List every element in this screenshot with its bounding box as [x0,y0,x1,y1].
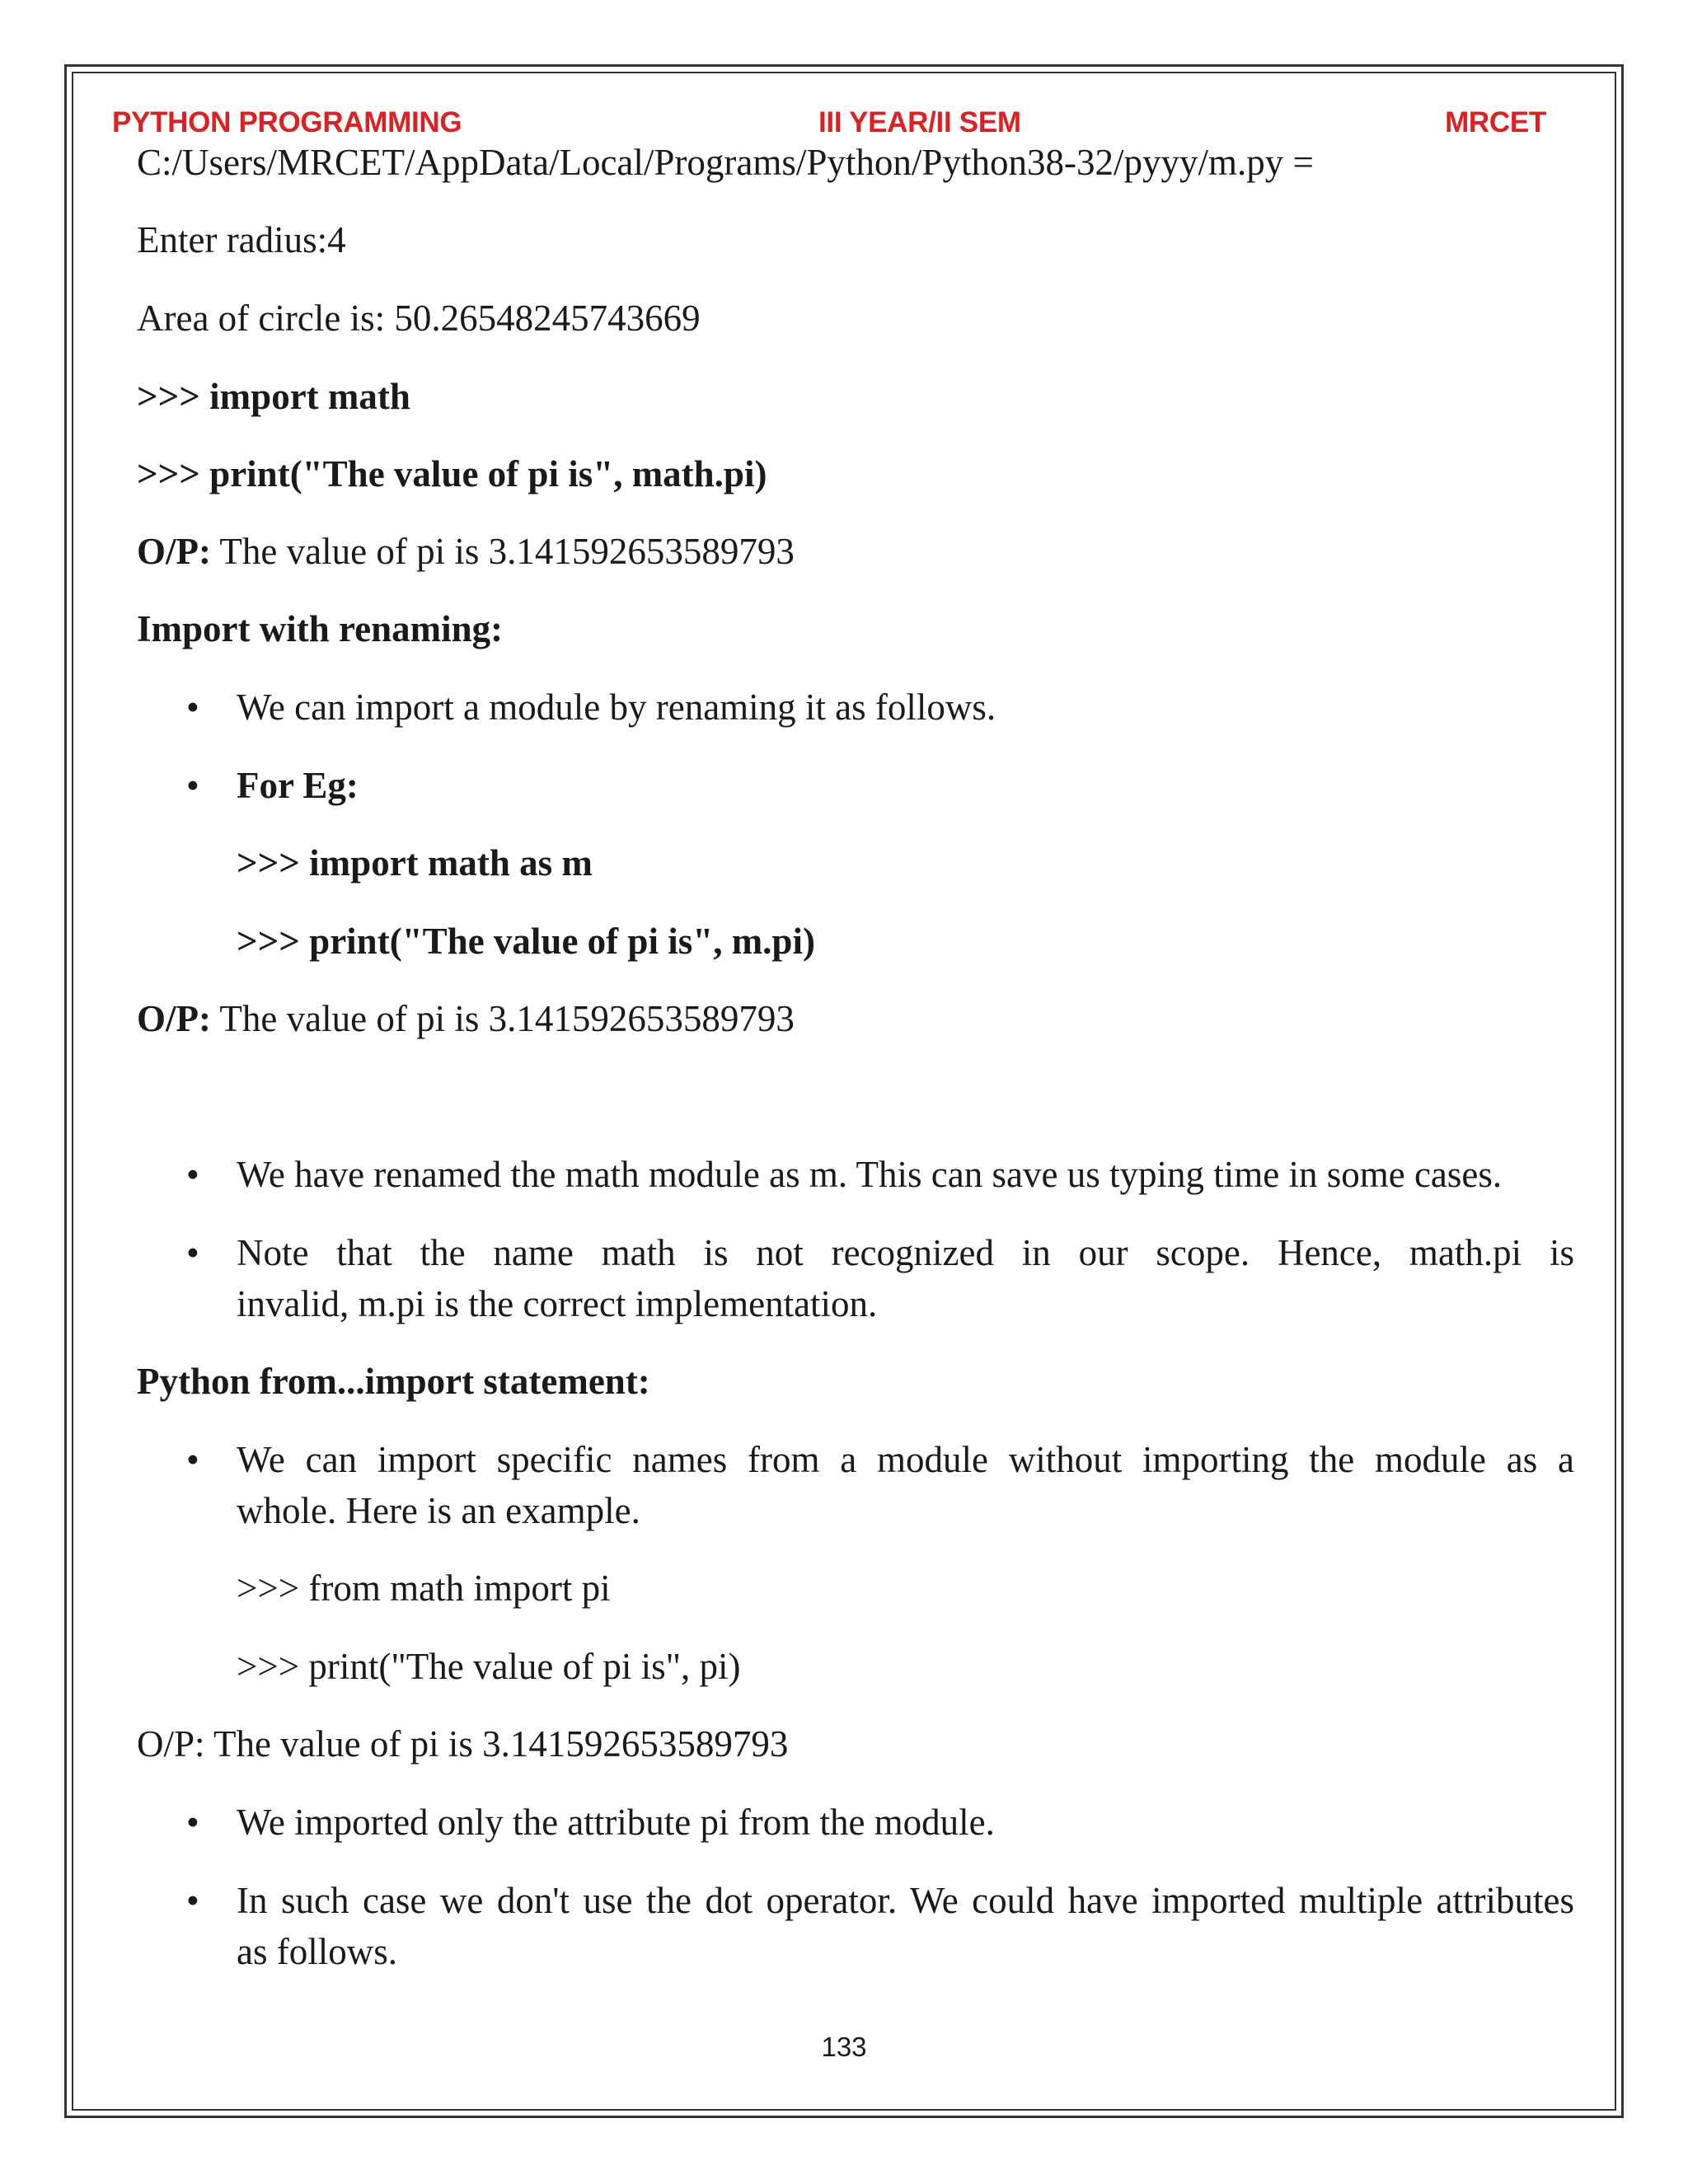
bullet-marker: • [186,687,199,728]
code-print-math-pi: >>> print("The value of pi is", math.pi) [137,453,767,494]
code-print-m-pi: >>> print("The value of pi is", m.pi) [237,921,815,962]
heading-import-renaming: Import with renaming: [137,608,504,649]
bullet-dot-text-line-1: In such case we don't use the dot operator. We could have imported multiple attributes [237,1880,1574,1921]
bullet-renamed-text: We have renamed the math module as m. This can save us typing time in some cases. [237,1154,1503,1195]
page-header [112,104,1546,142]
bullet-note-text-line-1: Note that the name math is not recognized in our scope. Hence, math.pi is [237,1232,1574,1273]
code-print-pi: >>> print("The value of pi is", pi) [237,1646,741,1687]
bullet-dot-text-line-2: as follows. [237,1931,397,1972]
heading-from-import: Python from...import statement: [137,1361,650,1402]
bullet-rename-text: We can import a module by renaming it as follows. [237,687,996,728]
code-from-math-import-pi: >>> from math import pi [237,1568,611,1609]
output-line-3: O/P: The value of pi is 3.141592653589793 [137,1723,789,1765]
bullet-for-eg-text: For Eg: [237,765,359,806]
header-year-semester: III YEAR/II SEM [818,106,1021,138]
bullet-marker: • [186,765,199,806]
area-output-line: Area of circle is: 50.26548245743669 [137,298,701,339]
bullet-only-pi-text: We imported only the attribute pi from the module. [237,1802,995,1843]
output-label: O/P: [137,998,211,1039]
bullet-marker: • [186,1802,199,1843]
bullet-specific-text-line-1: We can import specific names from a module without importing the module as a [237,1439,1574,1480]
output-line-1 [137,527,795,575]
script-path-line: C:/Users/MRCET/AppData/Local/Programs/Python/Python38-32/pyyy/m.py = [137,142,1314,183]
header-course-title: PYTHON PROGRAMMING [112,106,462,138]
bullet-marker: • [186,1154,199,1195]
code-import-math-as-m: >>> import math as m [237,842,593,883]
bullet-marker: • [186,1232,199,1273]
header-institution: MRCET [1445,106,1546,138]
output-value: The value of pi is 3.141592653589793 [210,998,795,1039]
bullet-note-text-line-2: invalid, m.pi is the correct implementation. [237,1283,878,1324]
bullet-specific-text-line-2: whole. Here is an example. [237,1490,640,1531]
output-line-2 [137,995,795,1043]
bullet-marker: • [186,1880,199,1921]
bullet-marker: • [186,1439,199,1480]
output-value: The value of pi is 3.141592653589793 [210,531,795,572]
page-number: 133 [821,2032,867,2062]
enter-radius-line: Enter radius:4 [137,219,346,260]
code-import-math: >>> import math [137,376,410,417]
output-label: O/P: [137,531,211,572]
